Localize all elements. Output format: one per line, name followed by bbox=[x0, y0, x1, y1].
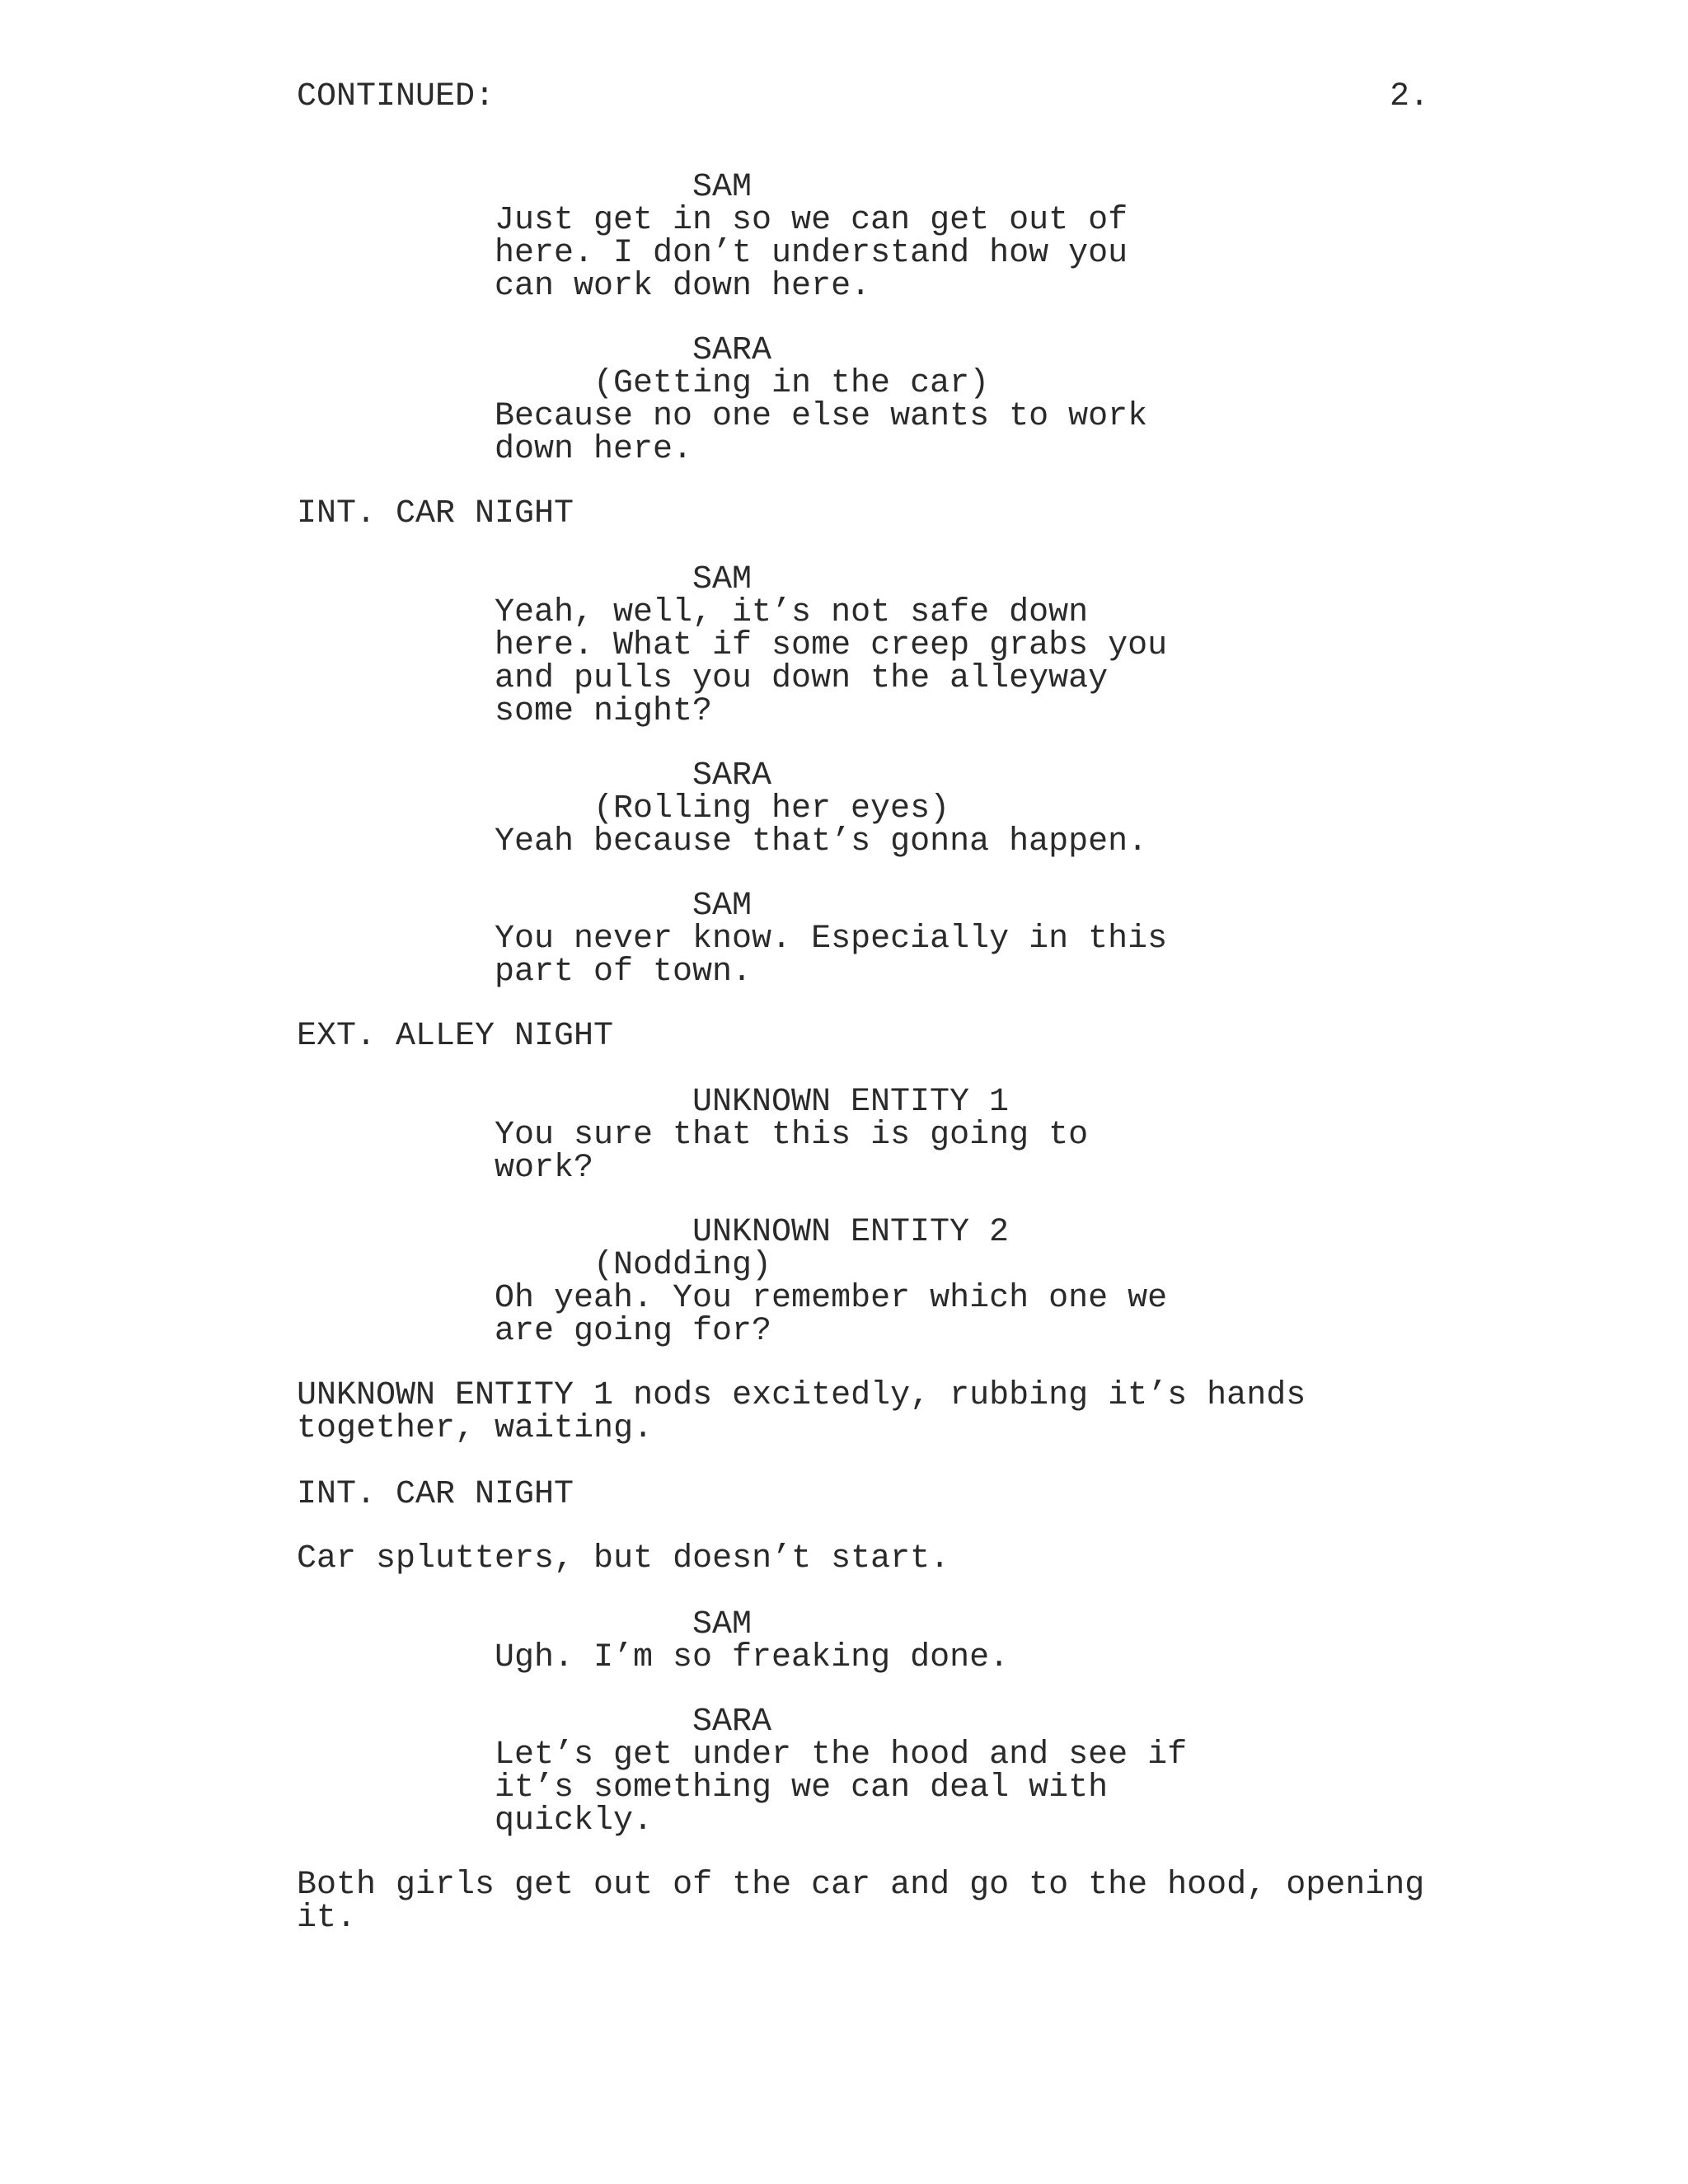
dialogue-line: some night? bbox=[495, 693, 713, 730]
action-line: UNKNOWN ENTITY 1 nods excitedly, rubbing it’s hands bbox=[297, 1377, 1306, 1414]
dialogue-line: here. I don’t understand how you bbox=[495, 235, 1128, 272]
character-name: SARA bbox=[692, 1704, 772, 1741]
dialogue-line: here. What if some creep grabs you bbox=[495, 627, 1168, 664]
dialogue-line: Yeah because that’s gonna happen. bbox=[495, 823, 1148, 860]
dialogue-line: Oh yeah. You remember which one we bbox=[495, 1280, 1168, 1317]
character-name: SARA bbox=[692, 332, 772, 369]
character-name: SAM bbox=[692, 1606, 753, 1643]
dialogue-line: down here. bbox=[495, 431, 693, 468]
dialogue-line: work? bbox=[495, 1150, 594, 1187]
character-name: UNKNOWN ENTITY 1 bbox=[692, 1084, 1010, 1121]
dialogue-line: part of town. bbox=[495, 954, 753, 991]
parenthetical: (Nodding) bbox=[593, 1247, 772, 1284]
action-line: Car splutters, but doesn’t start. bbox=[297, 1540, 950, 1577]
dialogue-line: You never know. Especially in this bbox=[495, 921, 1168, 958]
character-name: SAM bbox=[692, 561, 753, 598]
page-number: 2. bbox=[1390, 78, 1430, 115]
dialogue-line: Because no one else wants to work bbox=[495, 398, 1148, 435]
parenthetical: (Getting in the car) bbox=[593, 365, 990, 402]
dialogue-line: and pulls you down the alleyway bbox=[495, 660, 1109, 697]
scene-heading: INT. CAR NIGHT bbox=[297, 1476, 574, 1513]
scene-heading: EXT. ALLEY NIGHT bbox=[297, 1018, 614, 1055]
action-line: Both girls get out of the car and go to the hood, opening bbox=[297, 1867, 1425, 1904]
character-name: UNKNOWN ENTITY 2 bbox=[692, 1214, 1010, 1251]
dialogue-line: are going for? bbox=[495, 1313, 772, 1350]
dialogue-line: Ugh. I’m so freaking done. bbox=[495, 1639, 1010, 1676]
character-name: SARA bbox=[692, 757, 772, 794]
continued-label: CONTINUED: bbox=[297, 78, 495, 115]
scene-heading: INT. CAR NIGHT bbox=[297, 495, 574, 532]
dialogue-line: Yeah, well, it’s not safe down bbox=[495, 594, 1089, 631]
character-name: SAM bbox=[692, 169, 753, 206]
dialogue-line: quickly. bbox=[495, 1802, 654, 1840]
dialogue-line: You sure that this is going to bbox=[495, 1117, 1089, 1154]
dialogue-line: it’s something we can deal with bbox=[495, 1769, 1109, 1807]
dialogue-line: Just get in so we can get out of bbox=[495, 202, 1128, 239]
action-line: together, waiting. bbox=[297, 1410, 654, 1447]
parenthetical: (Rolling her eyes) bbox=[593, 790, 950, 827]
action-line: it. bbox=[297, 1900, 357, 1937]
dialogue-line: can work down here. bbox=[495, 268, 871, 305]
dialogue-line: Let’s get under the hood and see if bbox=[495, 1736, 1188, 1774]
character-name: SAM bbox=[692, 888, 753, 925]
